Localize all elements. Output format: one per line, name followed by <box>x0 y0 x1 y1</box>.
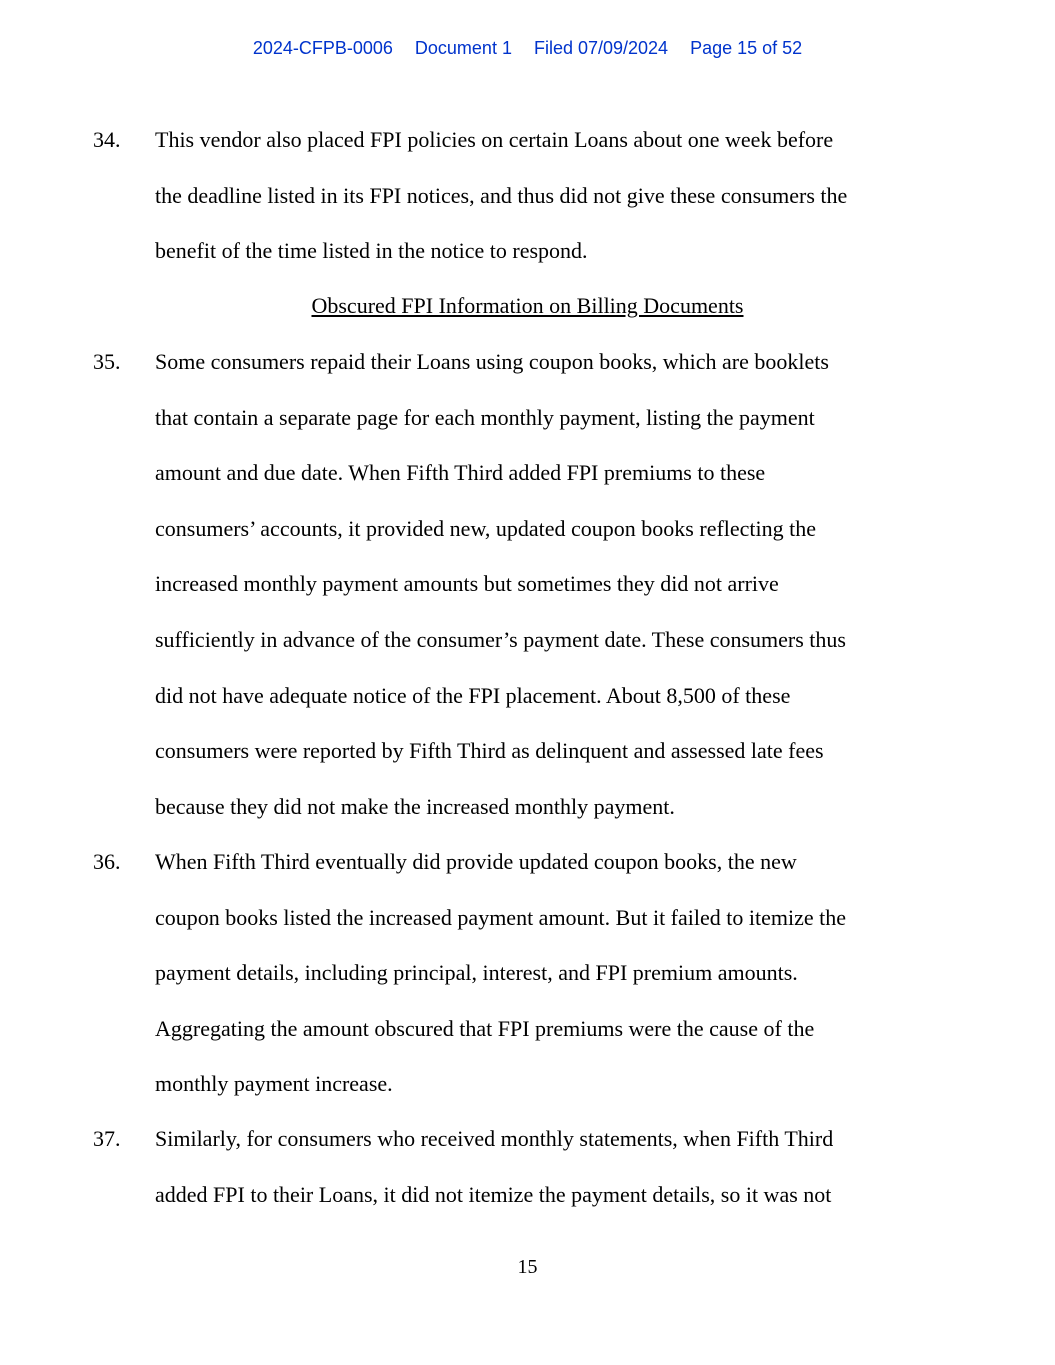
paragraph-line: sufficiently in advance of the consumer’s payment date. These consumers thus <box>155 626 846 652</box>
paragraph-line: Similarly, for consumers who received monthly statements, when Fifth Third <box>155 1126 834 1151</box>
paragraph-number: 36. <box>93 849 121 874</box>
paragraph-line: monthly payment increase. <box>155 1071 393 1097</box>
paragraph-line: This vendor also placed FPI policies on certain Loans about one week before <box>155 127 834 152</box>
paragraph-line: amount and due date. When Fifth Third added FPI premiums to these <box>155 460 766 486</box>
paragraph-line: coupon books listed the increased payment amount. But it failed to itemize the <box>155 904 846 930</box>
paragraph-line: When Fifth Third eventually did provide updated coupon books, the new <box>155 849 797 874</box>
paragraph-line: consumers were reported by Fifth Third as delinquent and assessed late fees <box>155 738 824 764</box>
paragraph-line: payment details, including principal, interest, and FPI premium amounts. <box>155 960 798 986</box>
filed-date: Filed 07/09/2024 <box>533 38 669 58</box>
paragraph-line: consumers’ accounts, it provided new, updated coupon books reflecting the <box>155 515 817 541</box>
case-number: 2024-CFPB-0006 <box>252 38 393 58</box>
paragraph-body <box>155 834 846 1112</box>
section-heading: Obscured FPI Information on Billing Documents <box>311 293 744 318</box>
paragraph-line: because they did not make the increased monthly payment. <box>155 793 675 819</box>
paragraph-body <box>155 112 847 279</box>
paragraph-line: the deadline listed in its FPI notices, and thus did not give these consumers the <box>155 182 848 208</box>
paragraph-line: Aggregating the amount obscured that FPI premiums were the cause of the <box>155 1015 815 1041</box>
page-indicator: Page 15 of 52 <box>690 38 803 58</box>
paragraph-number: 34. <box>93 127 121 152</box>
paragraph-line: Some consumers repaid their Loans using coupon books, which are booklets <box>155 349 829 374</box>
document-label: Document 1 <box>414 38 512 58</box>
paragraph-line: increased monthly payment amounts but sometimes they did not arrive <box>155 571 779 597</box>
paragraph-line: that contain a separate page for each monthly payment, listing the payment <box>155 404 815 430</box>
paragraph-body <box>155 1111 833 1222</box>
paragraph-line: benefit of the time listed in the notice to respond. <box>155 238 588 264</box>
paragraph-line: did not have adequate notice of the FPI placement. About 8,500 of these <box>155 682 791 708</box>
filing-header <box>0 38 1055 59</box>
paragraph-line: added FPI to their Loans, it did not itemize the payment details, so it was not <box>155 1181 832 1207</box>
paragraph-number: 37. <box>93 1126 121 1151</box>
paragraph-number: 35. <box>93 349 121 374</box>
paragraph-body <box>155 334 846 834</box>
page-number: 15 <box>517 1256 538 1278</box>
